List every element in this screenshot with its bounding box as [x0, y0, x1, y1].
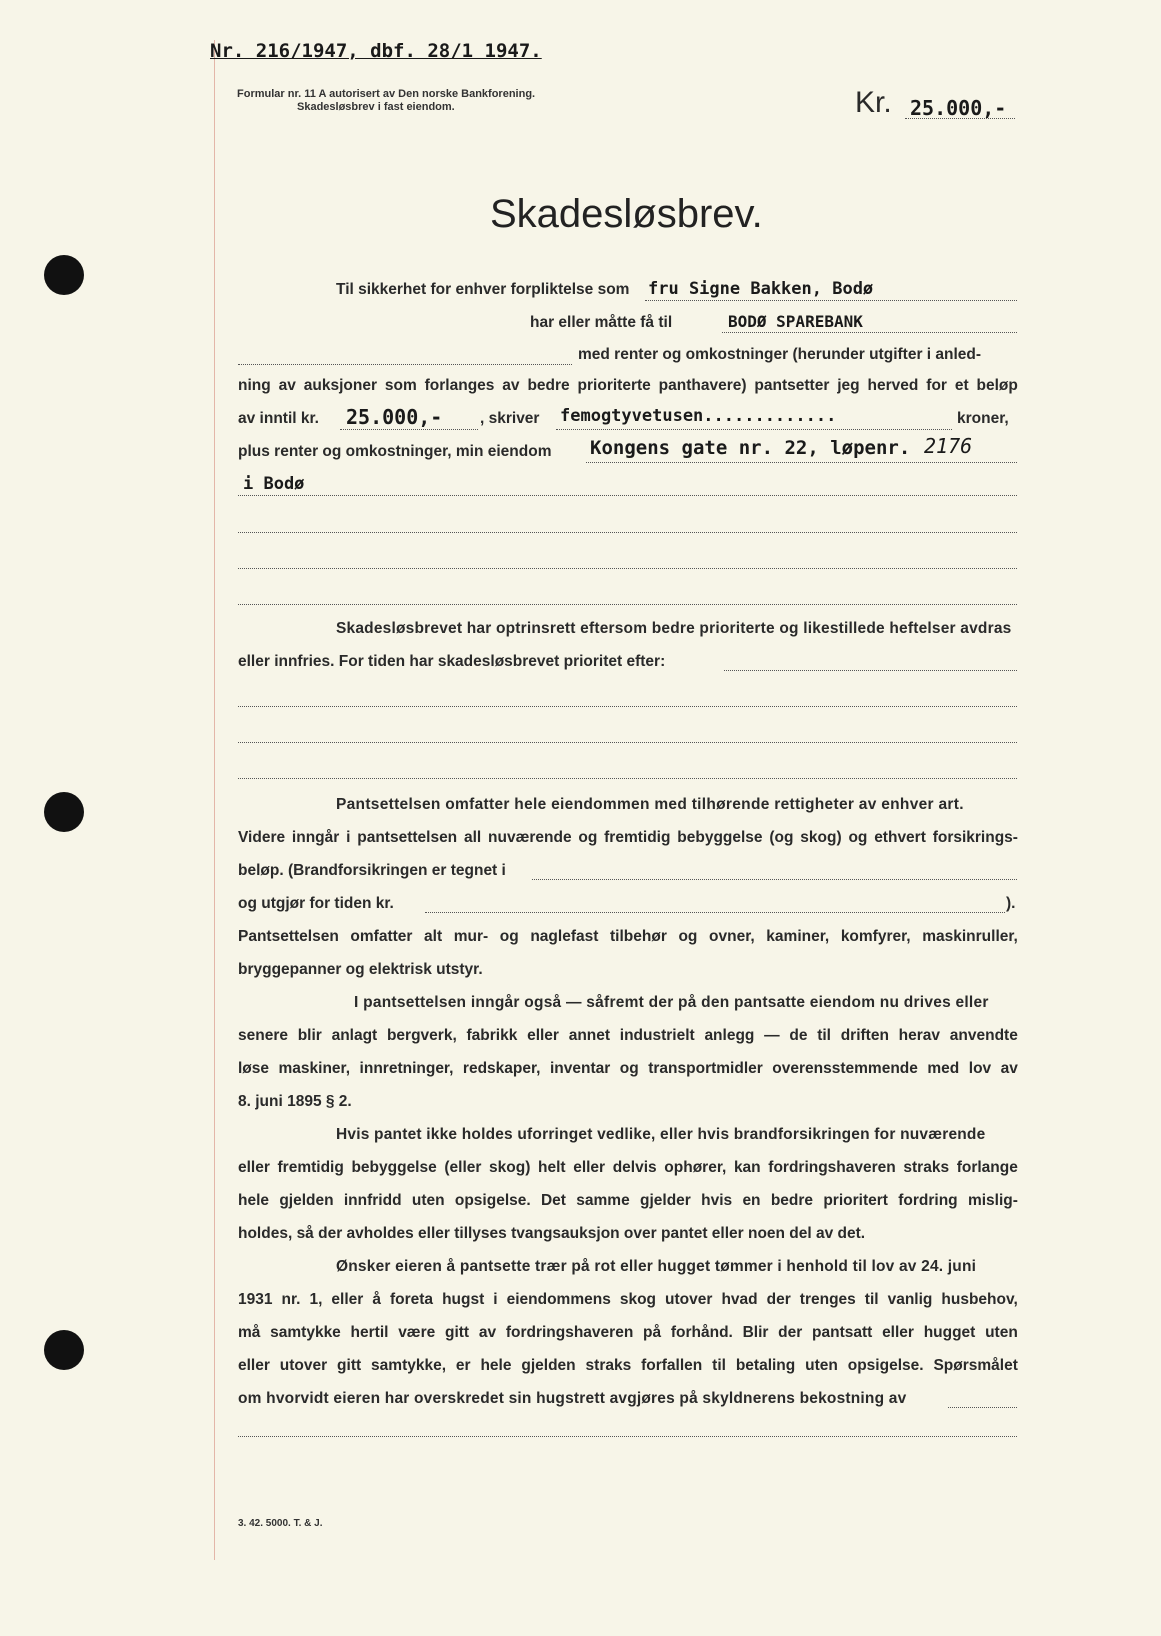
- fill-line: [238, 742, 1017, 743]
- forestry-line-4: eller utover gitt samtykke, er hele gjelden straks forfallen til betaling uten opsigelse. Spørsmålet: [238, 1357, 1018, 1374]
- forestry-line-2: 1931 nr. 1, eller å foreta hugst i eiendommens skog utover hvad der trenges til vanlig husbehov,: [238, 1291, 1018, 1308]
- margin-rule: [214, 40, 215, 1560]
- fill-line: [724, 670, 1017, 671]
- fill-line: [238, 706, 1017, 707]
- fill-line: [238, 1436, 1017, 1437]
- property-label: plus renter og omkostninger, min eiendom: [238, 443, 552, 460]
- priority-line-1: Skadesløsbrevet har optrinsrett eftersom bedre prioriterte og likestillede heftelser avdras: [336, 620, 1012, 637]
- form-type: Skadesløsbrev i fast eiendom.: [297, 101, 455, 113]
- maintenance-line-2: eller fremtidig bebyggelse (eller skog) helt eller delvis ophører, kan fordringshaveren straks forlange: [238, 1159, 1018, 1176]
- amount-value: 25.000,-: [910, 96, 1007, 120]
- industry-line-2: senere blir anlagt bergverk, fabrikk eller annet industrielt anlegg — de til driften herav anvendte: [238, 1027, 1018, 1044]
- pledge-line-3: beløp. (Brandforsikringen er tegnet i: [238, 862, 506, 879]
- fill-line: [238, 495, 1017, 496]
- fill-line: [340, 429, 478, 430]
- fill-line: [722, 332, 1017, 333]
- fill-line: [532, 879, 1017, 880]
- punch-hole-top: [44, 255, 84, 295]
- amount-digits: 25.000,-: [346, 405, 443, 429]
- fill-line: [556, 429, 952, 430]
- fill-line: [238, 364, 572, 365]
- property-number: 2176: [924, 434, 973, 458]
- amount-prefix: Kr.: [855, 86, 892, 119]
- currency-label: kroner,: [957, 410, 1009, 427]
- line-interest: med renter og omkostninger (herunder utgifter i anled-: [578, 346, 982, 363]
- priority-line-2: eller innfries. For tiden har skadesløsbrevet prioritet efter:: [238, 653, 666, 670]
- pledge-line-2: Videre inngår i pantsettelsen all nuværende og fremtidig bebyggelse (og skog) og ethvert forsikrings-: [238, 829, 1018, 846]
- maintenance-line-1: Hvis pantet ikke holdes uforringet vedlike, eller hvis brandforsikringen for nuværende: [336, 1126, 986, 1143]
- pledge-line-1: Pantsettelsen omfatter hele eiendommen med tilhørende rettigheter av enhver art.: [336, 796, 964, 813]
- fill-line: [425, 912, 1005, 913]
- pledge-line-6: bryggepanner og elektrisk utstyr.: [238, 961, 483, 978]
- pledge-line-5: Pantsettelsen omfatter alt mur- og naglefast tilbehør og ovner, kaminer, komfyrer, maskinruller,: [238, 928, 1018, 945]
- line-obligation: Til sikkerhet for enhver forpliktelse som: [336, 281, 630, 298]
- creditor-name: BODØ SPAREBANK: [728, 312, 863, 331]
- industry-line-4: 8. juni 1895 § 2.: [238, 1093, 352, 1110]
- punch-hole-bottom: [44, 1330, 84, 1370]
- page-title: Skadesløsbrev.: [490, 192, 763, 236]
- line-auction: ning av auksjoner som forlanges av bedre prioriterte panthavere) pantsetter jeg herved for et beløp: [238, 377, 1018, 394]
- fill-line: [238, 604, 1017, 605]
- fill-line: [238, 568, 1017, 569]
- fill-line: [238, 532, 1017, 533]
- amount-words: femogtyvetusen.............: [560, 406, 837, 426]
- punch-hole-middle: [44, 792, 84, 832]
- property-city: i Bodø: [243, 474, 305, 494]
- fill-line: [948, 1407, 1017, 1408]
- amount-label: av inntil kr.: [238, 410, 319, 427]
- maintenance-line-3: hele gjelden innfridd uten opsigelse. Det samme gjelder hvis en bedre prioritert fordring mislig-: [238, 1192, 1018, 1209]
- maintenance-line-4: holdes, så der avholdes eller tillyses tvangsauksjon over pantet eller noen del av det.: [238, 1225, 866, 1242]
- line-creditor: har eller måtte få til: [530, 314, 673, 331]
- forestry-line-1: Ønsker eieren å pantsette trær på rot eller hugget tømmer i henhold til lov av 24. juni: [336, 1258, 977, 1275]
- amount-words-label: , skriver: [480, 410, 540, 427]
- pledge-line-4: og utgjør for tiden kr.: [238, 895, 394, 912]
- property-address: Kongens gate nr. 22, løpenr.: [590, 437, 911, 459]
- fill-line: [586, 462, 1017, 463]
- forestry-line-5: om hvorvidt eieren har overskredet sin hugstrett avgjøres på skyldnerens bekostning av: [238, 1390, 907, 1407]
- pledge-line-4-end: ).: [1006, 895, 1016, 912]
- fill-line: [238, 778, 1017, 779]
- industry-line-1: I pantsettelsen inngår også — såfremt der på den pantsatte eiendom nu drives eller: [354, 994, 989, 1011]
- document-reference: Nr. 216/1947, dbf. 28/1 1947.: [210, 40, 542, 62]
- debtor-name: fru Signe Bakken, Bodø: [648, 279, 874, 299]
- industry-line-3: løse maskiner, innretninger, redskaper, inventar og transportmidler overensstemmende med lov av: [238, 1060, 1018, 1077]
- forestry-line-3: må samtykke hertil være gitt av fordringshaveren på forhånd. Blir der pantsatt eller hugget uten: [238, 1324, 1018, 1341]
- amount-line: [905, 118, 1015, 119]
- printer-mark: 3. 42. 5000. T. & J.: [238, 1518, 323, 1529]
- fill-line: [645, 300, 1017, 301]
- form-authorization: Formular nr. 11 A autorisert av Den norske Bankforening.: [237, 88, 536, 100]
